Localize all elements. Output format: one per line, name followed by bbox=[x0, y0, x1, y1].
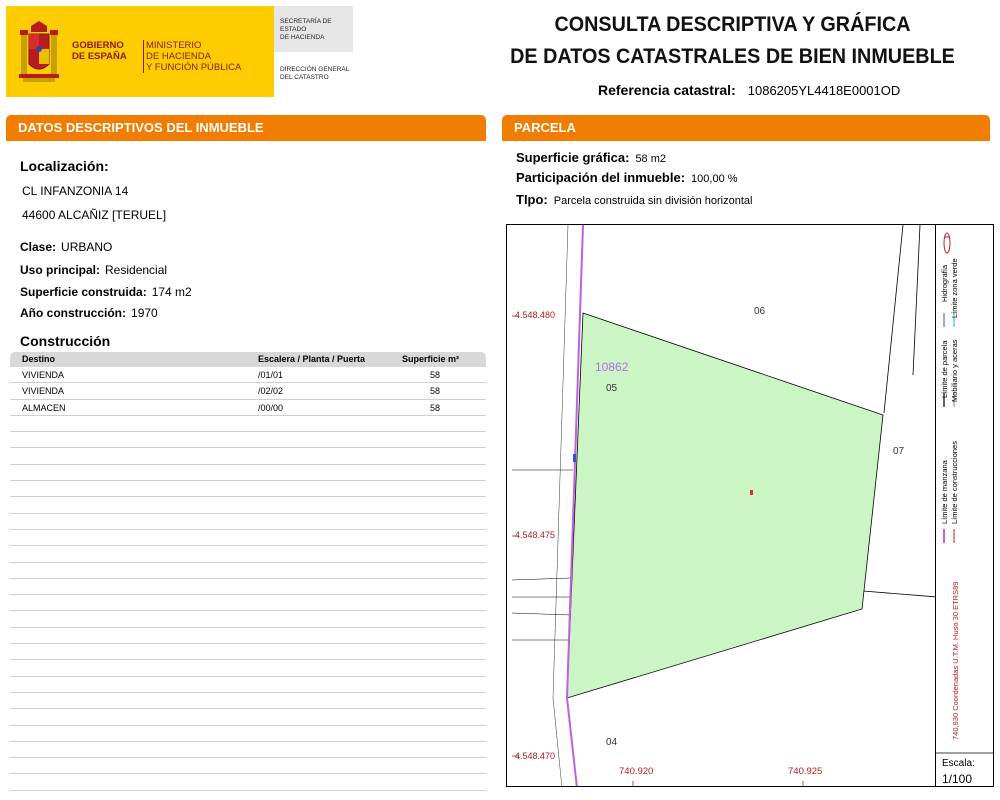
table-row bbox=[10, 383, 486, 399]
legend-limite-parcela: Límite de parcela bbox=[940, 340, 949, 398]
table-row bbox=[10, 709, 486, 725]
manzana-boundary-line bbox=[567, 698, 577, 787]
x-coord-label: 740.920 bbox=[619, 766, 654, 777]
parcel-boundary-line bbox=[512, 578, 571, 580]
section-header-datos: DATOS DESCRIPTIVOS DEL INMUEBLE bbox=[6, 115, 486, 141]
table-row bbox=[10, 416, 486, 432]
table-row bbox=[10, 563, 486, 579]
legend-zona-verde: Límite zona verde bbox=[950, 258, 959, 318]
table-body bbox=[10, 367, 486, 791]
table-row bbox=[10, 514, 486, 530]
table-row bbox=[10, 758, 486, 774]
legend-limite-manzana: Límite de manzana bbox=[940, 460, 949, 524]
parcel-boundary-line bbox=[863, 591, 936, 597]
north-arrow-icon bbox=[944, 233, 950, 253]
referencia-catastral: Referencia catastral: 1086205YL4418E0001OD bbox=[598, 82, 901, 98]
page-title: CONSULTA DESCRIPTIVA Y GRÁFICA DE DATOS CATASTRALES DE BIEN INMUEBLE bbox=[510, 12, 955, 68]
ano-row: Año construcción: 1970 bbox=[20, 306, 158, 320]
y-coord-label: 4.548.480 bbox=[515, 310, 556, 320]
table-row bbox=[10, 448, 486, 464]
secretaria-block bbox=[274, 6, 353, 52]
legend-hidrografia: Hidrografía bbox=[940, 264, 949, 302]
table-row bbox=[10, 530, 486, 546]
centroid-marker bbox=[750, 490, 753, 495]
direccion-text: DIRECCIÓN GENERAL DEL CATASTRO bbox=[280, 66, 350, 81]
participacion-row: Participación del inmueble: 100,00 % bbox=[516, 170, 738, 185]
table-row bbox=[10, 742, 486, 758]
planta-cell: /00/00 bbox=[258, 402, 284, 413]
table-row bbox=[10, 546, 486, 562]
map-drawing bbox=[507, 225, 936, 787]
parcel-boundary-line bbox=[884, 225, 903, 413]
table-row bbox=[10, 367, 486, 383]
localizacion-label: Localización: bbox=[20, 158, 109, 174]
table-row bbox=[10, 628, 486, 644]
table-row bbox=[10, 677, 486, 693]
parcel-number-label: 10862 bbox=[595, 360, 629, 374]
x-coord-label: 740.925 bbox=[788, 766, 823, 777]
destino-cell: ALMACEN bbox=[22, 402, 66, 413]
superficie-row: Superficie construida: 174 m2 bbox=[20, 285, 192, 299]
cadastral-map[interactable] bbox=[506, 224, 936, 787]
section-underline bbox=[6, 137, 486, 141]
parcel-boundary-line bbox=[512, 613, 571, 615]
table-row bbox=[10, 611, 486, 627]
gobierno-text: GOBIERNO DE ESPAÑA bbox=[72, 40, 127, 62]
address-line2: 44600 ALCAÑIZ [TERUEL] bbox=[22, 208, 167, 222]
table-row bbox=[10, 579, 486, 595]
table-row bbox=[10, 660, 486, 676]
construccion-table bbox=[10, 352, 486, 800]
ministerio-text: MINISTERIO DE HACIENDA Y FUNCIÓN PÚBLICA bbox=[143, 40, 241, 73]
clase-row: Clase: URBANO bbox=[20, 240, 113, 254]
escala-label: Escala: bbox=[942, 758, 975, 769]
planta-cell: /01/01 bbox=[258, 370, 284, 380]
parcel-boundary-line bbox=[913, 225, 920, 375]
superficie-cell: 58 bbox=[430, 370, 441, 380]
table-row bbox=[10, 644, 486, 660]
neighbor-label: 06 bbox=[754, 306, 766, 317]
table-row bbox=[10, 497, 486, 513]
superficie-cell: 58 bbox=[430, 402, 441, 413]
gobierno-logo-block bbox=[6, 6, 274, 97]
destino-cell: VIVIENDA bbox=[22, 370, 65, 380]
table-row bbox=[10, 595, 486, 611]
coat-of-arms-icon bbox=[19, 20, 59, 84]
y-coord-label: 4.548.470 bbox=[515, 751, 556, 761]
secretaria-text: SECRETARÍA DE ESTADO DE HACIENDA bbox=[280, 18, 332, 41]
legend-limite-construcciones: Límite de construcciones bbox=[950, 441, 959, 524]
legend-mobiliario: Mobiliario y aceras bbox=[950, 339, 959, 402]
neighbor-label: 07 bbox=[893, 446, 905, 457]
address-line1: CL INFANZONIA 14 bbox=[22, 184, 129, 198]
table-row bbox=[10, 693, 486, 709]
section-underline bbox=[502, 137, 990, 141]
table-row bbox=[10, 481, 486, 497]
y-coord-label: 4.548.475 bbox=[515, 530, 556, 540]
planta-cell: /02/02 bbox=[258, 386, 284, 397]
destino-cell: VIVIENDA bbox=[22, 386, 65, 397]
table-row bbox=[10, 726, 486, 742]
tipo-row: TIpo: Parcela construida sin división horizontal bbox=[516, 192, 753, 207]
table-row bbox=[10, 432, 486, 448]
parcel-subunit-label: 05 bbox=[606, 383, 618, 394]
street-line bbox=[553, 698, 562, 787]
table-row bbox=[10, 400, 486, 416]
entrance-marker bbox=[573, 454, 576, 462]
construccion-label: Construcción bbox=[20, 333, 111, 349]
table-row bbox=[10, 465, 486, 481]
legend-coordinates: 740,930 Coordenadas U.T.M. Huso 30 ETRS89 bbox=[951, 581, 960, 740]
table-row bbox=[10, 774, 486, 790]
superficie-cell: 58 bbox=[430, 386, 441, 397]
escala-value: 1/100 bbox=[942, 772, 973, 786]
superficie-grafica-row: Superficie gráfica: 58 m2 bbox=[516, 150, 667, 165]
table-header: Destino Escalera / Planta / Puerta Superficie m² bbox=[10, 352, 486, 367]
street-line bbox=[553, 225, 568, 698]
neighbor-label: 04 bbox=[606, 737, 618, 748]
section-header-parcela: PARCELA bbox=[502, 115, 990, 141]
uso-row: Uso principal: Residencial bbox=[20, 263, 168, 277]
